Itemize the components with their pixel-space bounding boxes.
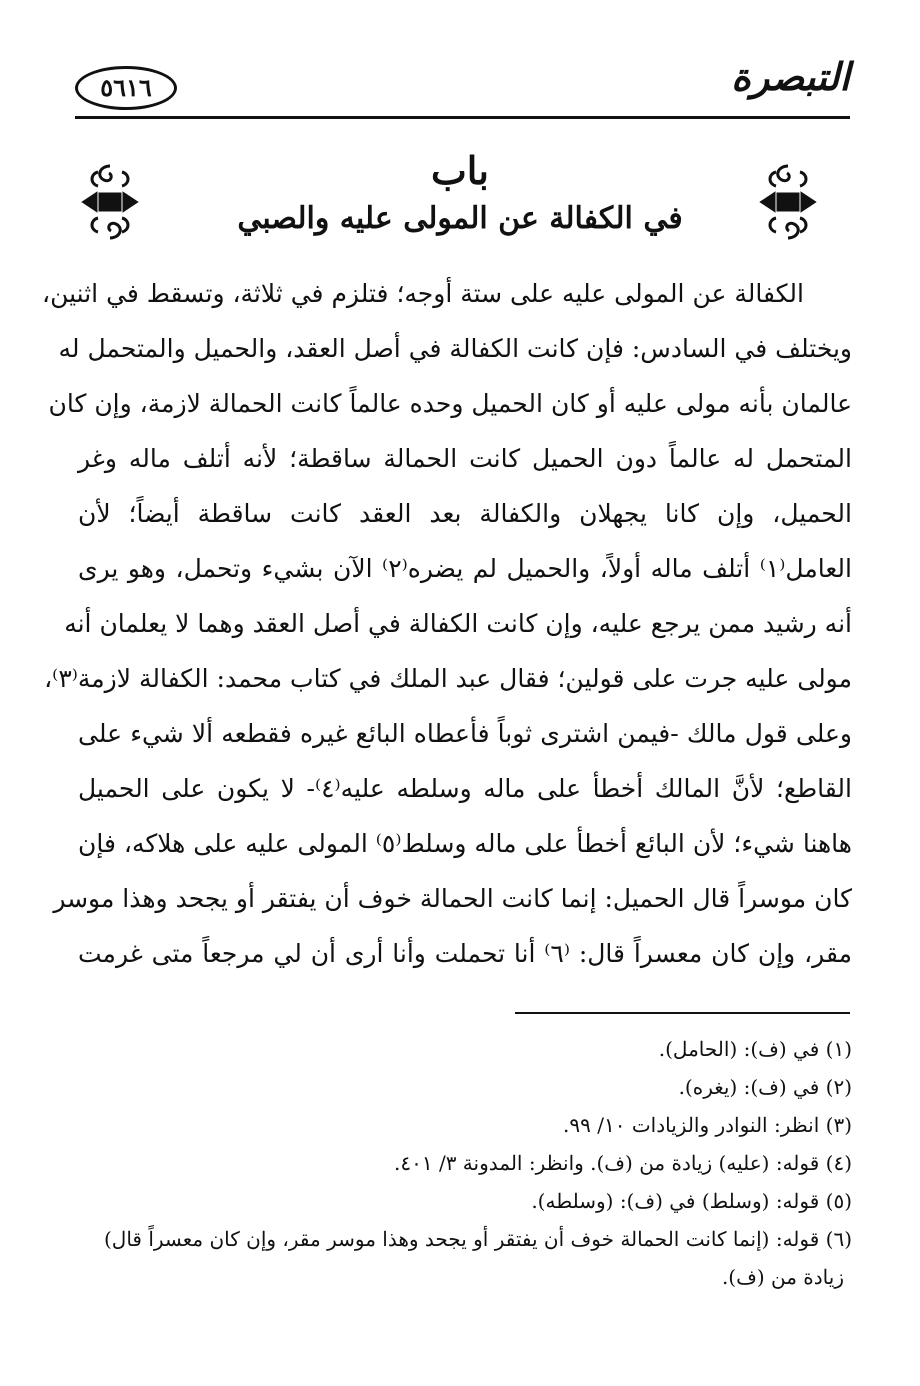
main-text	[42, 266, 852, 981]
footnotes	[78, 1030, 852, 1296]
body-line: القاطع؛ لأنَّ المالك أخطأ على ماله وسلطه عليه⁽٤⁾- لا يكون على الحميل	[78, 774, 852, 803]
floral-ornament-icon	[756, 160, 820, 244]
chapter-title: في الكفالة عن المولى عليه والصبي	[237, 201, 683, 236]
body-line: ويختلف في السادس: فإن كانت الكفالة في أصل العقد، والحميل والمتحمل له	[58, 334, 852, 363]
body-line: الحميل، وإن كانا يجهلان والكفالة بعد العقد كانت ساقطة أيضاً؛ لأن	[78, 499, 852, 528]
book-title: التبصرة	[731, 54, 850, 99]
footnote: (٦) قوله: (إنما كانت الحمالة خوف أن يفتقر أو يجحد وهذا موسر مقر، وإن كان معسراً قال)	[103, 1227, 852, 1251]
footnote: (٥) قوله: (وسلط) في (ف): (وسلطه).	[531, 1189, 852, 1213]
header-rule	[75, 116, 850, 119]
body-line: مقر، وإن كان معسراً قال: ⁽٦⁾ أنا تحملت وأنا أرى أن لي مرجعاً متى غرمت	[78, 939, 852, 968]
floral-ornament-icon	[78, 160, 142, 244]
chapter-label: باب	[431, 148, 489, 193]
body-line: وعلى قول مالك -فيمن اشترى ثوباً فأعطاه البائع غيره فقطعه ألا شيء على	[78, 719, 852, 748]
footnote: (٢) في (ف): (يغره).	[678, 1075, 852, 1099]
body-line: هاهنا شيء؛ لأن البائع أخطأ على ماله وسلط⁽٥⁾ المولى عليه على هلاكه، فإن	[78, 829, 852, 858]
footnote: (٣) انظر: النوادر والزيادات ١٠/ ٩٩.	[563, 1113, 852, 1137]
body-line: العامل⁽١⁾ أتلف ماله أولاً، والحميل لم يضره⁽٢⁾ الآن بشيء وتحمل، وهو يرى	[78, 554, 852, 583]
page-header	[75, 52, 850, 120]
body-line: مولى عليه جرت على قولين؛ فقال عبد الملك في كتاب محمد: الكفالة لازمة⁽٣⁾،	[44, 664, 852, 693]
footnote-separator	[515, 1012, 850, 1014]
footnote: (٤) قوله: (عليه) زيادة من (ف). وانظر: المدونة ٣/ ٤٠١.	[394, 1151, 852, 1175]
body-line: كان موسراً قال الحميل: إنما كانت الحمالة خوف أن يفتقر أو يجحد وهذا موسر	[53, 884, 852, 913]
page-number: ٥٦١٦	[75, 66, 177, 110]
footnote: (١) في (ف): (الحامل).	[658, 1037, 852, 1061]
body-line: المتحمل له عالماً دون الحميل كانت الحمالة ساقطة؛ لأنه أتلف ماله وغر	[78, 444, 852, 473]
body-line: عالمان بأنه مولى عليه أو كان الحميل وحده عالماً كانت الحمالة لازمة، وإن كان	[48, 389, 852, 418]
footnote-continuation: زيادة من (ف).	[721, 1265, 844, 1289]
body-line: الكفالة عن المولى عليه على ستة أوجه؛ فتلزم في ثلاثة، وتسقط في اثنين،	[42, 279, 804, 308]
body-line: أنه رشيد ممن يرجع عليه، وإن كانت الكفالة في أصل العقد وهما لا يعلمان أنه	[64, 609, 852, 638]
chapter-heading	[180, 148, 740, 244]
